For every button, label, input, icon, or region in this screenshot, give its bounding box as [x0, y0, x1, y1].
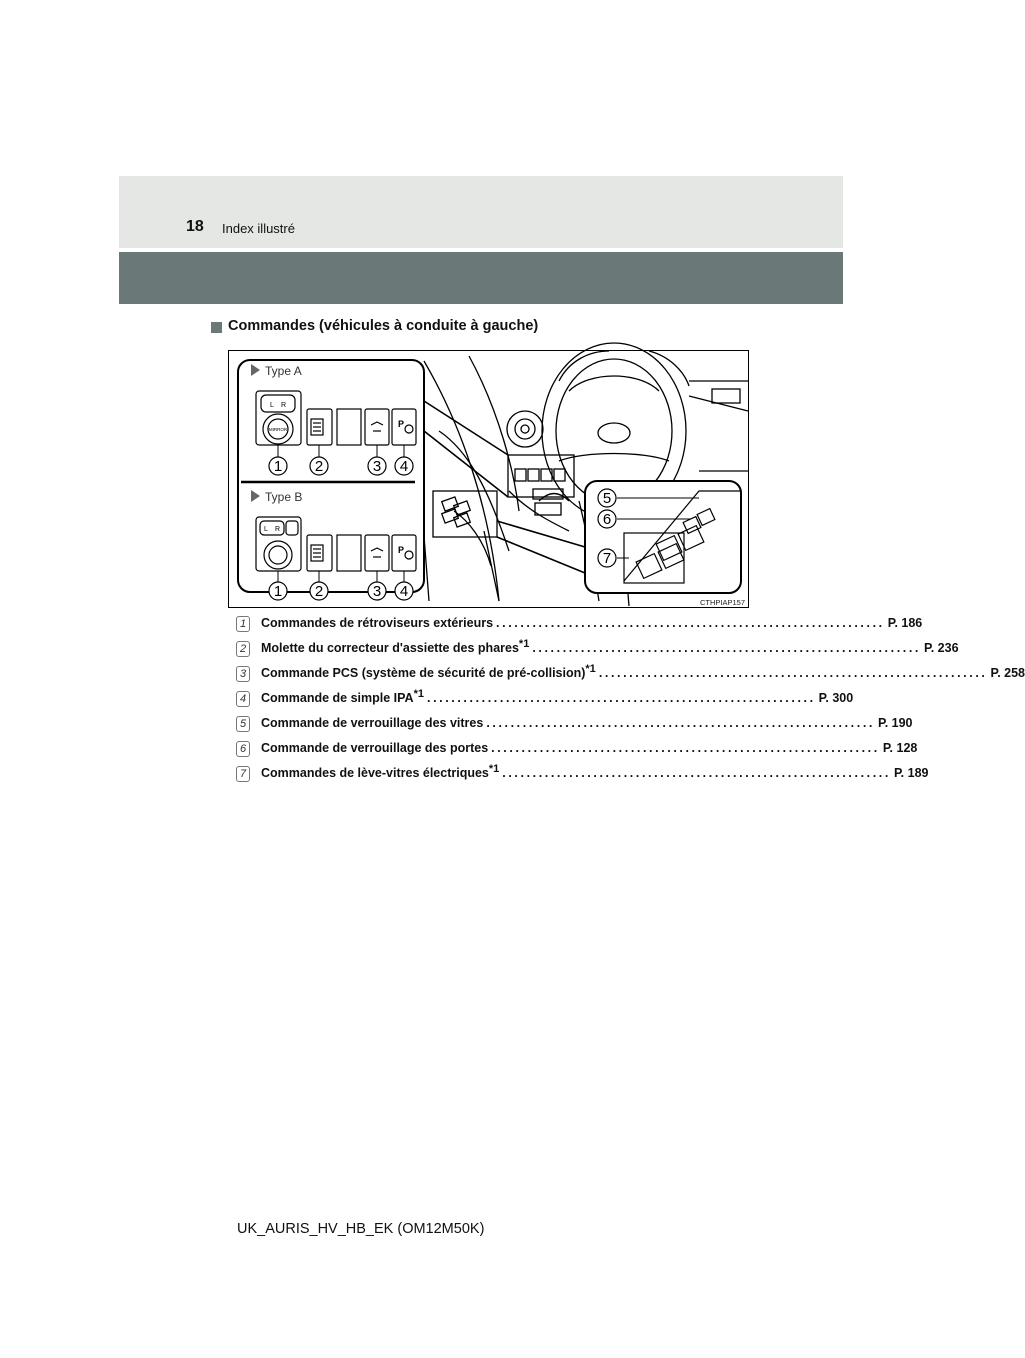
item-label: Commande de verrouillage des portes — [261, 741, 489, 755]
type-a-letter-r: R — [281, 402, 287, 409]
controls-list — [236, 614, 1025, 789]
item-number: 5 — [236, 716, 250, 732]
callout-2-a: 2 — [314, 458, 324, 475]
svg-text:P: P — [398, 545, 405, 555]
door-switch-panel — [433, 491, 497, 537]
item-page-link[interactable]: P. 236 — [924, 641, 959, 655]
type-b-letter-l: L — [264, 526, 268, 533]
item-label: Commandes de lève-vitres électriques — [261, 766, 489, 780]
item-label: Molette du correcteur d'assiette des phares — [261, 641, 519, 655]
section-heading: Commandes (véhicules à conduite à gauche) — [228, 318, 539, 334]
item-page-link[interactable]: P. 258 — [990, 666, 1025, 680]
dot-leader: ................................................................ — [486, 716, 875, 730]
callout-1-a: 1 — [273, 458, 283, 475]
item-number: 6 — [236, 741, 250, 757]
dot-leader: ................................................................ — [427, 691, 816, 705]
list-item — [236, 739, 918, 764]
figure-code: CTHPIAP157 — [699, 598, 745, 607]
mirror-label: MIRROR — [268, 427, 288, 432]
list-item — [236, 762, 929, 789]
item-footnote: *1 — [518, 637, 530, 650]
header-title: Index illustré — [222, 221, 295, 236]
item-label: Commande de simple IPA — [261, 691, 414, 705]
item-page-link[interactable]: P. 128 — [882, 741, 918, 755]
callout-leaders — [424, 401, 585, 573]
callout-3-a: 3 — [372, 458, 382, 475]
item-label: Commandes de rétroviseurs extérieurs — [261, 616, 494, 630]
item-label: Commande PCS (système de sécurité de pré-collision) — [261, 666, 586, 680]
dot-leader: ................................................................ — [532, 641, 921, 655]
switch-types-panel — [238, 360, 424, 600]
item-label: Commande de verrouillage des vitres — [261, 716, 484, 730]
item-page-link[interactable]: P. 186 — [887, 616, 923, 630]
section-band — [119, 252, 843, 304]
item-page-link[interactable]: P. 190 — [877, 716, 913, 730]
callout-7: 7 — [602, 550, 612, 567]
list-item — [236, 637, 959, 664]
svg-text:P: P — [398, 419, 405, 429]
type-a-letter-l: L — [270, 402, 274, 409]
callout-5: 5 — [602, 490, 612, 507]
list-item — [236, 662, 1025, 689]
item-footnote: *1 — [585, 662, 596, 675]
door-switch-zoom — [585, 481, 741, 593]
item-footnote: *1 — [413, 687, 424, 700]
item-number: 1 — [236, 616, 250, 632]
item-number: 7 — [236, 766, 250, 782]
type-b-label: Type B — [265, 490, 303, 504]
header-band — [119, 176, 843, 248]
callout-3-b: 3 — [372, 583, 382, 600]
type-b-letter-r: R — [275, 526, 281, 533]
item-number: 2 — [236, 641, 250, 657]
list-item — [236, 687, 854, 714]
item-footnote: *1 — [488, 762, 500, 775]
controls-illustration — [228, 350, 749, 608]
dot-leader: ................................................................ — [502, 766, 891, 780]
callout-6: 6 — [602, 511, 612, 528]
list-item — [236, 714, 913, 739]
item-page-link[interactable]: P. 189 — [893, 766, 929, 780]
callout-4-a: 4 — [399, 458, 409, 475]
type-a-label: Type A — [265, 364, 302, 378]
item-page-link[interactable]: P. 300 — [818, 691, 854, 705]
footer-code: UK_AURIS_HV_HB_EK (OM12M50K) — [237, 1221, 485, 1237]
list-item — [236, 614, 923, 639]
dot-leader: ................................................................ — [598, 666, 988, 680]
item-number: 3 — [236, 666, 250, 682]
dot-leader: ................................................................ — [496, 616, 885, 630]
dot-leader: ................................................................ — [491, 741, 880, 755]
item-number: 4 — [236, 691, 250, 707]
callout-1-b: 1 — [273, 583, 283, 600]
callout-2-b: 2 — [314, 583, 324, 600]
page-number: 18 — [186, 218, 204, 235]
section-marker-icon — [211, 322, 222, 333]
callout-4-b: 4 — [399, 583, 409, 600]
